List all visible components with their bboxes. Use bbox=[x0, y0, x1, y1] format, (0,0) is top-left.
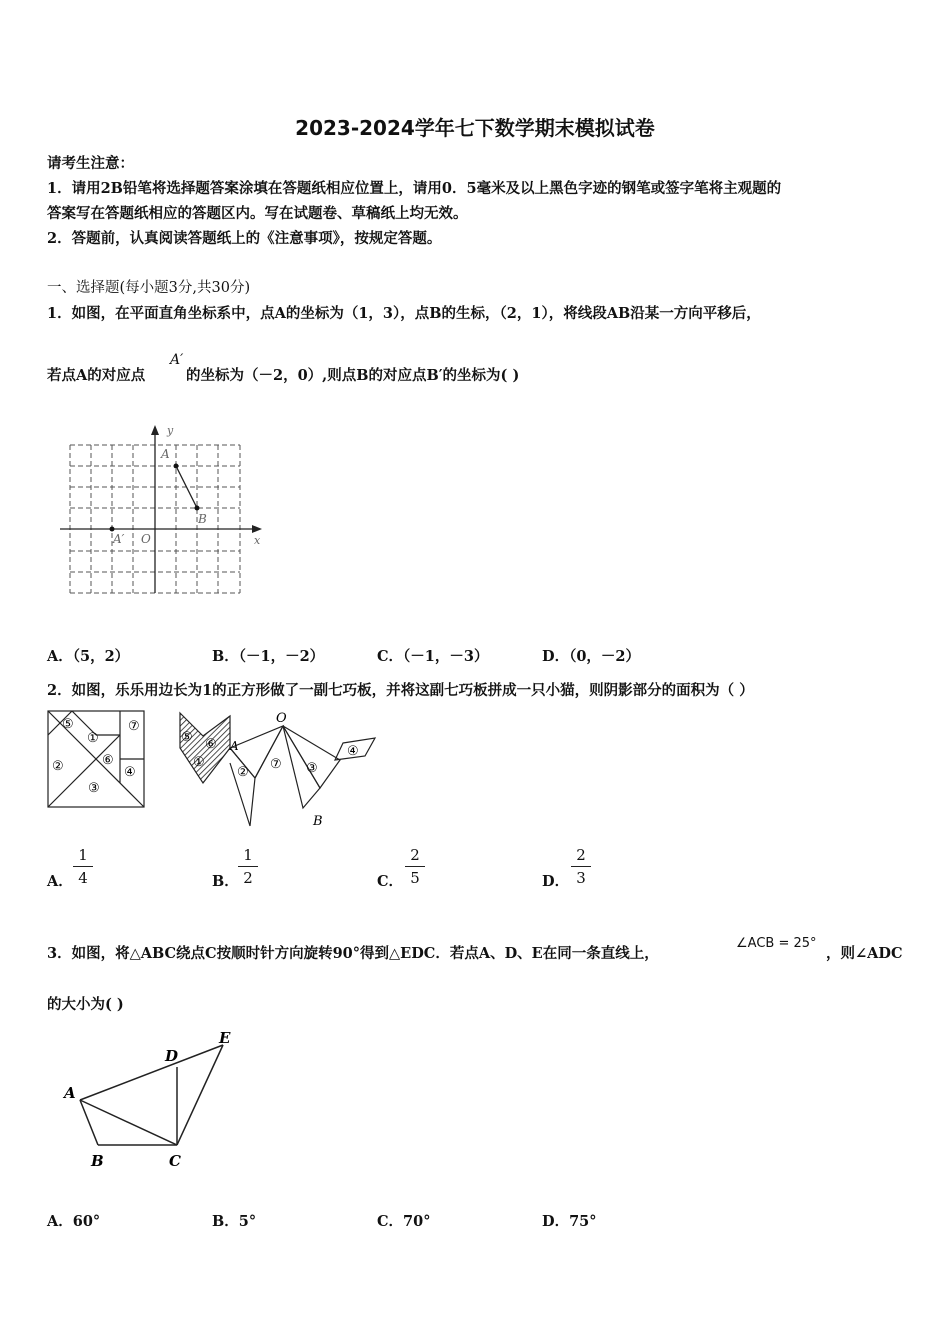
q1-x-label: x bbox=[254, 534, 261, 547]
q3-d-label: D bbox=[165, 1047, 179, 1065]
q2-sq-piece-6: ⑥ bbox=[102, 753, 114, 768]
q2-cat-piece-5: ⑤ bbox=[181, 730, 193, 745]
q2-option-a-num: 1 bbox=[78, 846, 88, 864]
q2-sq-piece-5: ⑤ bbox=[62, 717, 74, 732]
q2-option-a-label[interactable]: A． bbox=[47, 873, 73, 890]
q2-option-b-fraction[interactable] bbox=[238, 846, 258, 887]
q1-coordinate-figure bbox=[55, 420, 270, 600]
q1-y-arrow-icon bbox=[151, 425, 159, 435]
q2-a-label: A bbox=[230, 739, 239, 753]
q2-stem: 2．如图，乐乐用边长为1的正方形做了一副七巧板，并将这副七巧板拼成一只小猫，则阴影部分的面积为（ ） bbox=[47, 682, 754, 699]
q1-a-label: A bbox=[161, 447, 170, 461]
q2-cat-piece-4: ④ bbox=[347, 744, 359, 759]
q3-e-label: E bbox=[219, 1029, 231, 1047]
q2-cat-piece-1: ① bbox=[193, 755, 205, 770]
q2-cat-piece-7: ⑦ bbox=[270, 757, 282, 772]
section-heading: 一、选择题(每小题3分,共30分) bbox=[47, 280, 251, 296]
q1-point-b bbox=[195, 506, 200, 511]
q3-option-c[interactable]: C．70° bbox=[377, 1213, 431, 1230]
q2-b-label: B bbox=[313, 814, 323, 829]
q2-o-label: O bbox=[276, 711, 287, 726]
q1-option-b[interactable]: B．（－1，－2） bbox=[212, 648, 325, 665]
q2-option-c-fraction[interactable] bbox=[405, 846, 425, 887]
q3-angle-condition: ∠ACB = 25° bbox=[736, 936, 817, 951]
q3-a-label: A bbox=[64, 1084, 76, 1102]
q2-option-d-den: 3 bbox=[576, 869, 586, 887]
notice-line-1a: 1．请用2B铅笔将选择题答案涂填在答题纸相应位置上，请用0．5毫米及以上黑色字迹的钢笔或签字笔将主观题的 bbox=[47, 180, 782, 197]
q2-sq-piece-1: ① bbox=[87, 731, 99, 746]
page-title: 2023-2024学年七下数学期末模拟试卷 bbox=[295, 116, 655, 140]
q3-option-d[interactable]: D．75° bbox=[542, 1213, 597, 1230]
q1-option-c[interactable]: C．（－1，－3） bbox=[377, 648, 489, 665]
q3-option-a[interactable]: A．60° bbox=[47, 1213, 101, 1230]
q2-sq-piece-4: ④ bbox=[124, 765, 136, 780]
q2-option-a-fraction[interactable] bbox=[73, 846, 93, 887]
q2-option-d-fraction[interactable] bbox=[571, 846, 591, 887]
q1-b-label: B bbox=[198, 512, 207, 526]
q2-option-d-label[interactable]: D． bbox=[542, 873, 570, 890]
q2-cat-figure bbox=[175, 708, 385, 833]
q2-option-c-num: 2 bbox=[410, 846, 420, 864]
q2-cat-piece-2: ② bbox=[237, 765, 249, 780]
q2-option-a-den: 4 bbox=[78, 869, 88, 887]
q1-a-prime-label: A′ bbox=[113, 532, 125, 546]
q3-option-b[interactable]: B．5° bbox=[212, 1213, 257, 1230]
q2-cat-piece-3: ③ bbox=[306, 761, 318, 776]
q2-option-b-num: 1 bbox=[243, 846, 253, 864]
q3-b-label: B bbox=[91, 1152, 104, 1170]
q1-stem-line-1: 1．如图，在平面直角坐标系中，点A的坐标为（1，3），点B的生标，（2，1），将线段AB沿某一方向平移后， bbox=[47, 305, 761, 322]
q3-stem-line-1a: 3．如图，将△ABC绕点C按顺时针方向旋转90°得到△EDC．若点A、D、E在同一条直线上， bbox=[47, 945, 659, 962]
q3-c-label: C bbox=[169, 1152, 181, 1170]
q2-tangram-square bbox=[45, 708, 150, 811]
q1-stem-line-2b: 的坐标为（－2，0）,则点B的对应点B′的坐标为( ) bbox=[186, 367, 520, 384]
q3-stem-line-2: 的大小为( ) bbox=[47, 996, 124, 1013]
q2-option-c-den: 5 bbox=[410, 869, 420, 887]
q2-cat-piece-6: ⑥ bbox=[205, 737, 217, 752]
q3-triangle-figure bbox=[55, 1025, 245, 1175]
q1-stem-line-2a: 若点A的对应点 bbox=[47, 367, 146, 384]
q2-option-d-num: 2 bbox=[576, 846, 586, 864]
q1-option-a[interactable]: A．（5，2） bbox=[47, 648, 130, 665]
q1-origin-label: O bbox=[141, 532, 151, 546]
q2-sq-piece-3: ③ bbox=[88, 781, 100, 796]
q1-y-label: y bbox=[167, 424, 174, 437]
notice-heading: 请考生注意： bbox=[47, 155, 134, 172]
q3-stem-line-1b: ，则∠ADC bbox=[826, 945, 903, 962]
q1-point-a bbox=[174, 464, 179, 469]
q1-option-d[interactable]: D．（0，－2） bbox=[542, 648, 641, 665]
q1-x-arrow-icon bbox=[252, 525, 262, 533]
notice-line-2: 2．答题前，认真阅读答题纸上的《注意事项》，按规定答题。 bbox=[47, 230, 442, 247]
q1-point-a-prime bbox=[110, 527, 115, 532]
notice-line-1b: 答案写在答题纸相应的答题区内。写在试题卷、草稿纸上均无效。 bbox=[47, 205, 468, 222]
q2-sq-piece-2: ② bbox=[52, 759, 64, 774]
q1-a-prime-symbol: A′ bbox=[170, 352, 184, 368]
q2-sq-piece-7: ⑦ bbox=[128, 719, 140, 734]
q2-option-b-label[interactable]: B． bbox=[212, 873, 239, 890]
q2-option-c-label[interactable]: C． bbox=[377, 873, 404, 890]
q2-option-b-den: 2 bbox=[243, 869, 253, 887]
